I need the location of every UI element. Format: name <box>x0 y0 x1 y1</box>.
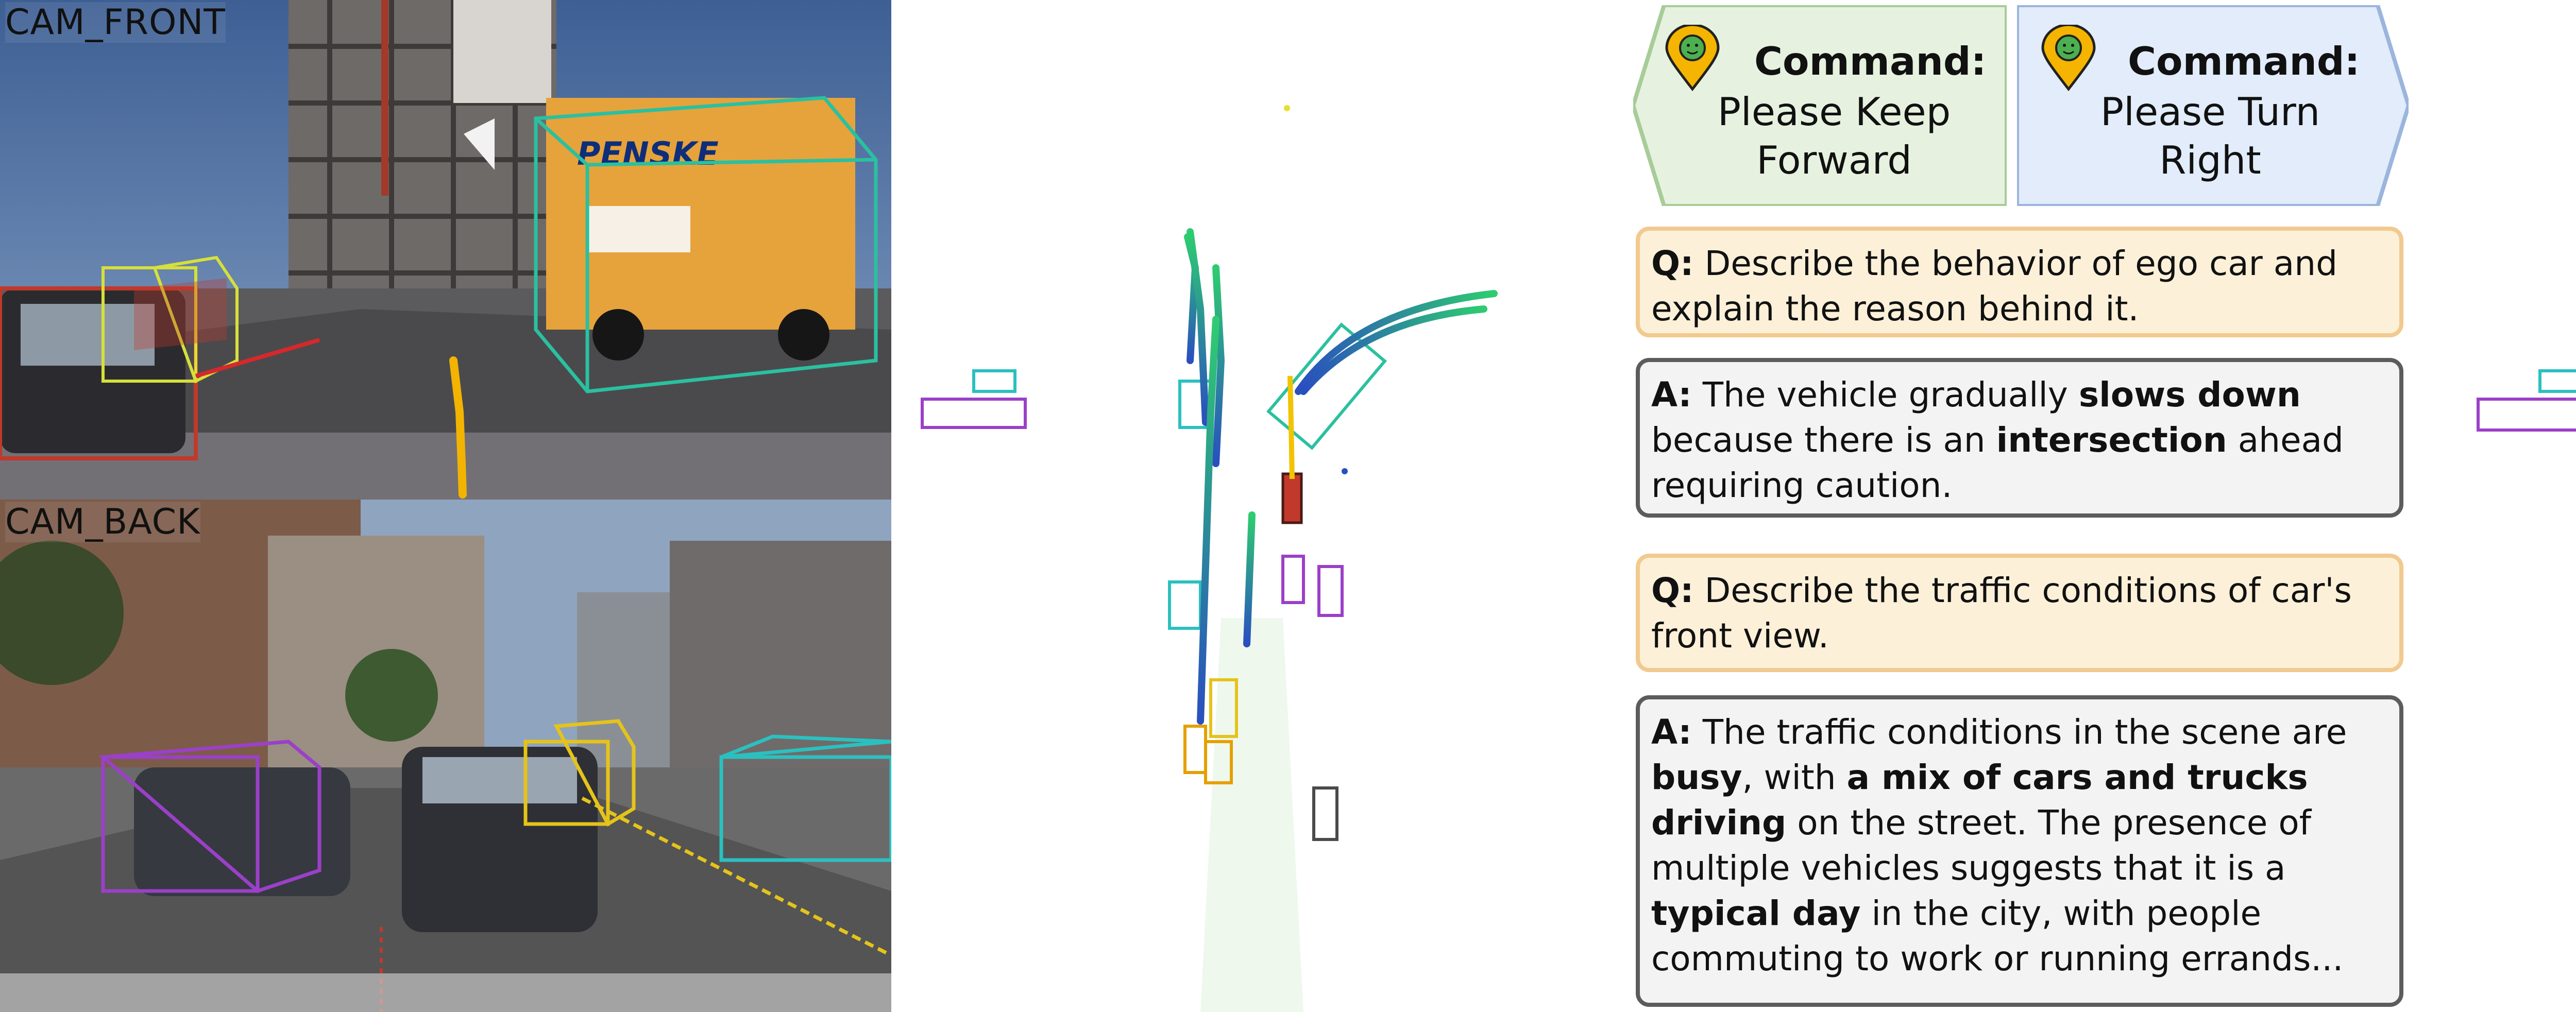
qa-answer-1-highlight: intersection <box>1996 420 2227 460</box>
qa-answer-1 <box>1636 358 2403 518</box>
command-right-text: Please Turn Right <box>2100 89 2320 183</box>
left-truck-brand-text: PENSKE <box>577 135 719 173</box>
right-bev-view <box>2416 0 2576 1012</box>
qa-answer-1-text: The vehicle gradually <box>1702 375 2079 415</box>
left-cam-back-panel <box>0 500 891 1012</box>
qa-answer-2-text: , with <box>1742 758 1847 797</box>
qa-question-1 <box>1636 227 2403 337</box>
left-cam-back-label: CAM_BACK <box>5 502 200 542</box>
command-right-card <box>2017 5 2409 206</box>
qa-answer-1-highlight: slows down <box>2078 375 2301 415</box>
qa-answer-2-text: in the city, with people commuting to work or running errands... <box>1651 894 2344 979</box>
qa-answer-2-highlight: busy <box>1651 758 1742 797</box>
command-forward-card <box>1633 5 2007 206</box>
qa-answer-1-text: ahead requiring caution. <box>1651 420 2344 505</box>
left-cam-front-image <box>0 0 891 500</box>
command-forward-title: Command: <box>1754 39 1987 84</box>
left-cam-back-image <box>0 500 891 1012</box>
qa-question-1-label: Q: <box>1651 244 1694 283</box>
qa-answer-2-label: A: <box>1651 712 1692 752</box>
location-pin-icon <box>1664 25 1721 92</box>
qa-answer-2-highlight: a mix of cars and trucks driving <box>1651 758 2308 843</box>
qa-question-2-label: Q: <box>1651 571 1694 610</box>
qa-question-2 <box>1636 554 2403 672</box>
left-ego-vehicle <box>1283 474 1301 523</box>
qa-answer-2-highlight: typical day <box>1651 894 1861 933</box>
left-cam-front-label: CAM_FRONT <box>5 2 226 43</box>
qa-answer-1-label: A: <box>1651 375 1692 415</box>
qa-answer-2-text: on the street. The presence of multiple vehicles suggests that it is a <box>1651 803 2311 888</box>
location-pin-icon <box>2040 25 2097 92</box>
qa-question-1-text: Describe the behavior of ego car and explain the reason behind it. <box>1651 244 2337 329</box>
qa-answer-2 <box>1636 695 2403 1007</box>
command-right-title: Command: <box>2128 39 2360 84</box>
qa-answer-2-text: The traffic conditions in the scene are <box>1702 712 2347 752</box>
qa-answer-1-text: because there is an <box>1651 420 1996 460</box>
qa-question-2-text: Describe the traffic conditions of car's front view. <box>1651 571 2352 656</box>
left-cam-front-panel <box>0 0 891 500</box>
left-bev-view <box>891 0 1636 1012</box>
command-forward-text: Please Keep Forward <box>1717 89 1951 183</box>
